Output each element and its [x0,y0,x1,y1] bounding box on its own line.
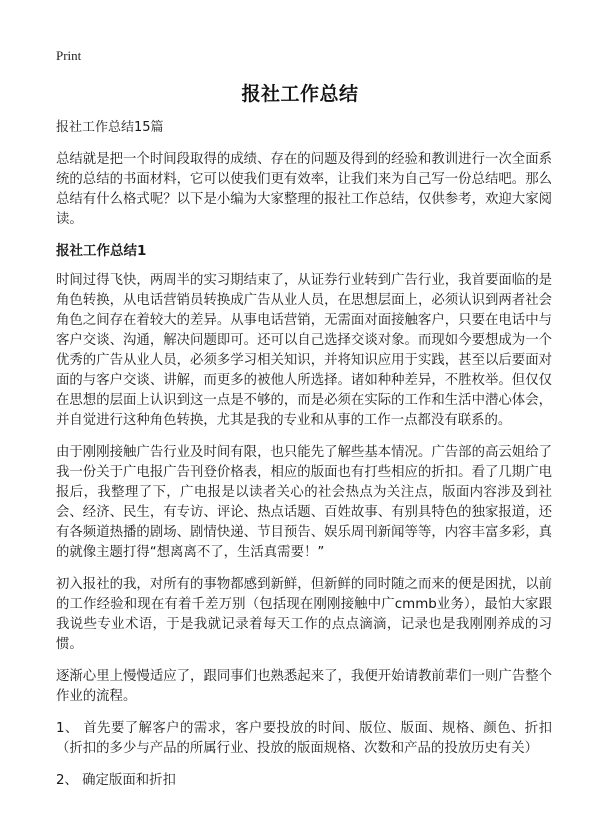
body-paragraph: 由于刚刚接触广告行业及时间有限，也只能先了解些基本情况。广告部的高云姐给了我一份关于广电报广告刊登价格表，相应的版面也有打些相应的折扣。看了几期广电报后，我整理了下，广电报是以读者关心的社会热点为关注点，版面内容涉及到社会、经济、民生，有专访、评论、热点话题、百姓故事、有别具特色的独家报道，还有各频道热播的剧场、剧情快递、节目预告、娱乐周刊新闻等等，内容丰富多彩，真的就像主题打得“想离离不了，生活真需要！” [56,445,552,560]
intro-paragraph: 总结就是把一个时间段取得的成绩、存在的问题及得到的经验和教训进行一次全面系统的总结的书面材料，它可以使我们更有效率，让我们来为自己写一份总结吧。那么总结有什么格式呢？以下是小编为大家整理的报社工作总结，仅供参考，欢迎大家阅读。 [56,152,552,227]
document-subtitle: 报社工作总结15篇 [56,120,164,135]
body-paragraph: 初入报社的我，对所有的事物都感到新鲜，但新鲜的同时随之而来的便是困扰，以前的工作经验和现在有着千差万别（包括现在刚刚接触中广cmmb业务），最怕大家跟我说些专业术语，于是我就记录着每天工作的点点滴滴，记录也是我刚刚养成的习惯。 [56,577,552,652]
list-item: 1、 首先要了解客户的需求，客户要投放的时间、版位、版面、规格、颜色、折扣（折扣的多少与产品的所属行业、投放的版面规格、次数和产品的投放历史有关） [56,721,552,756]
body-paragraph: 时间过得飞快，两周半的实习期结束了，从证券行业转到广告行业，我首要面临的是角色转换，从电话营销员转换成广告从业人员，在思想层面上，必须认识到两者社会角色之间存在着较大的差异。从事电话营销，无需面对面接触客户，只要在电话中与客户交谈、沟通，解决问题即可。还可以自己选择交谈对象。而现如今要想成为一个优秀的广告从业人员，必须多学习相关知识，并将知识应用于实践，甚至以后要面对面的与客户交谈、讲解，而更多的被他人所选择。诸如种种差异，不胜枚举。但仅仅在思想的层面上认识到这一点是不够的，而是必须在实际的工作和生活中潜心体会，并自觉进行这种角色转换，尤其是我的专业和从事的工作一点都没有联系的。 [56,273,552,428]
print-label: Print [56,48,82,63]
list-item: 2、 确定版面和折扣 [56,773,176,788]
document-title: 报社工作总结 [241,83,359,105]
section-heading: 报社工作总结1 [56,243,147,259]
document-body [56,120,552,803]
body-paragraph: 逐渐心里上慢慢适应了，跟同事们也熟悉起来了，我便开始请教前辈们一则广告整个作业的流程。 [56,669,552,704]
